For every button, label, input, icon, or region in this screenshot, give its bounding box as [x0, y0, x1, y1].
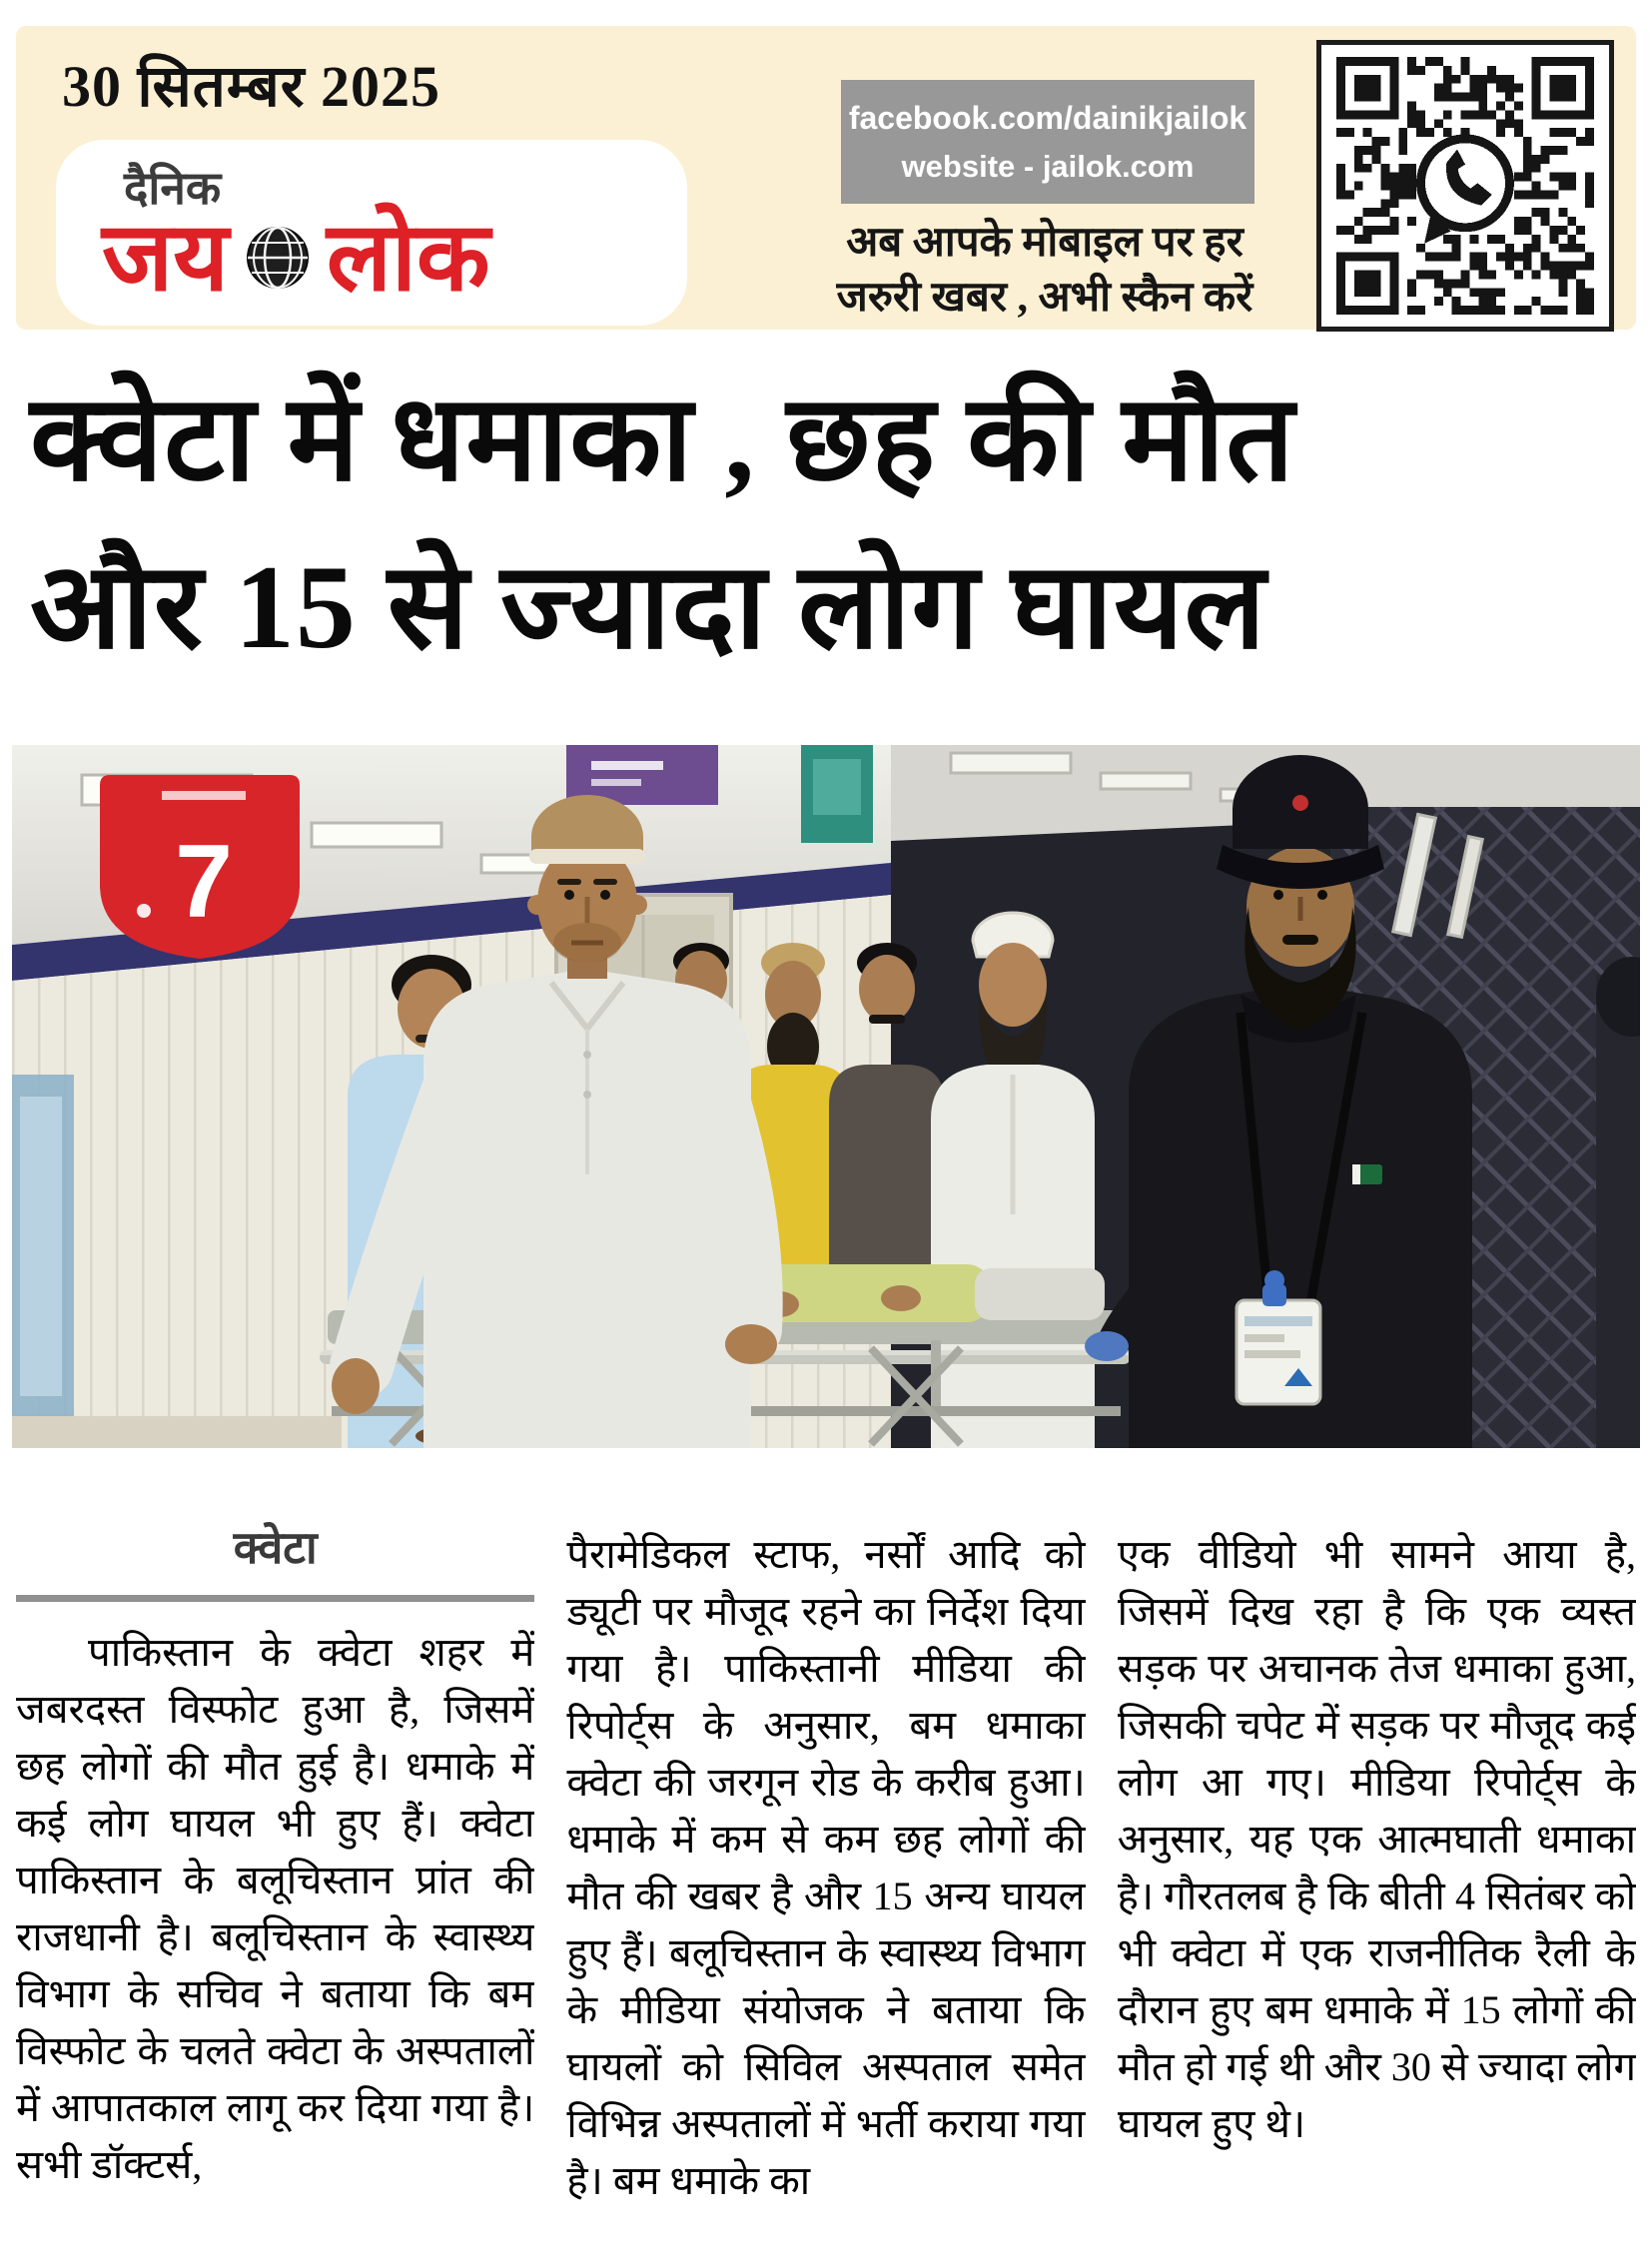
dateline-rule — [16, 1595, 534, 1602]
headline-line-1: क्वेटा में धमाका , छह की मौत — [30, 373, 1295, 505]
promo-text — [785, 216, 1304, 326]
facebook-url: facebook.com/dainikjailok — [848, 99, 1247, 136]
body-paragraph-2: पैरामेडिकल स्टाफ, नर्सों आदि को ड्यूटी पर मौजूद रहने का निर्देश दिया गया है। पाकिस्तानी मीडिया की रिपोर्ट्स के अनुसार, बम धमाका क्वेटा की जरगून रोड के करीब हुआ। धमाके में कम से कम छह लोगों की मौत की खबर है और 15 अन्य घायल हुए हैं। बलूचिस्तान के स्वास्थ्य विभाग के मीडिया संयोजक ने बताया कि घायलों को सिविल अस्पताल समेत विभिन्न अस्पतालों में भर्ती कराया गया है। बम धमाके का — [566, 1532, 1086, 2203]
issue-date: 30 सितम्बर 2025 — [62, 54, 440, 119]
headline-line-2: और 15 से ज्यादा लोग घायल — [30, 540, 1267, 673]
globe-icon — [245, 225, 311, 291]
helper-hand — [881, 1285, 921, 1311]
social-box — [841, 80, 1254, 204]
man-far-right — [1596, 957, 1640, 1448]
article-columns — [16, 1484, 1636, 2250]
news-photo-illustration — [12, 745, 1640, 1448]
body-paragraph-3: एक वीडियो भी सामने आया है, जिसमें दिख रहा है कि एक व्यस्त सड़क पर अचानक तेज धमाका हुआ, जिसकी चपेट में सड़क पर मौजूद कई लोग आ गए। मीडिया रिपोर्ट्स के अनुसार, यह एक आत्मघाती धमाका है। गौरतलब है कि बीती 4 सितंबर को भी क्वेटा में एक राजनीतिक रैली के दौरान हुए बम धमाके में 15 लोगों की मौत हो गई थी और 30 से ज्यादा लोग घायल हुए थे। — [1117, 1532, 1636, 2146]
qr-code — [1316, 40, 1614, 332]
column-1 — [16, 1484, 534, 2250]
svg-text:7: 7 — [175, 824, 233, 940]
logo-brand — [102, 206, 490, 310]
dateline: क्वेटा — [233, 1523, 318, 1573]
teal-sign — [801, 745, 873, 843]
body-paragraph-1: पाकिस्तान के क्वेटा शहर में जबरदस्त विस्फोट हुआ है, जिसमें छह लोगों की मौत हुई है। धमाके में कई लोग घायल भी हुए हैं। क्वेटा पाकिस्तान के बलूचिस्तान प्रांत की राजधानी है। बलूचिस्तान के स्वास्थ्य विभाग के सचिव ने बताया कि बम विस्फोट के चलते क्वेटा के अस्पतालों में आपातकाल लागू कर दिया गया है। सभी डॉक्टर्स, — [16, 1630, 535, 2187]
column-2 — [566, 1484, 1085, 2250]
blue-glove — [1085, 1331, 1129, 1361]
logo-brand-right: लोक — [326, 204, 490, 311]
whatsapp-icon — [1421, 139, 1510, 244]
column-3 — [1118, 1484, 1636, 2250]
logo-card — [56, 140, 687, 326]
headline — [30, 356, 1638, 691]
ward-sign-7 — [100, 775, 300, 959]
logo-daily-label: दैनिक — [124, 163, 222, 214]
promo-line-2: जरुरी खबर , अभी स्कैन करें — [836, 275, 1253, 321]
promo-line-1: अब आपके मोबाइल पर हर — [846, 220, 1243, 266]
logo-brand-left: जय — [102, 204, 229, 311]
website-url: website - jailok.com — [901, 148, 1195, 184]
masthead — [16, 26, 1636, 330]
